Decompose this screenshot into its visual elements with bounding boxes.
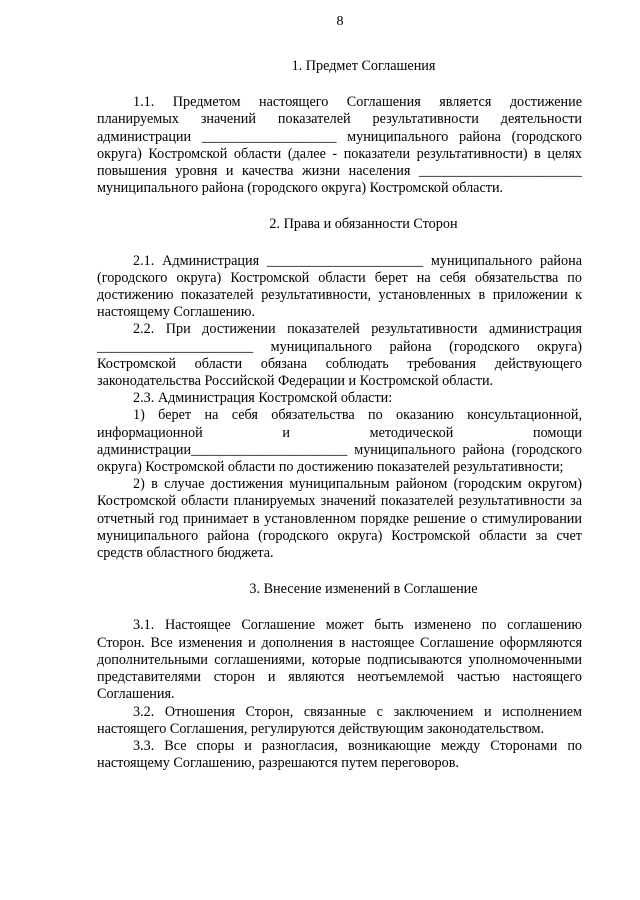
paragraph: 1) берет на себя обязательства по оказанию консультационной, информационной и методической помощи администрации______________________ муниципального района (городского округа) Костромской области по достижению показателей результативности;	[97, 407, 582, 476]
paragraph: 2.1. Администрация ______________________ муниципального района (городского округа) Костромской области берет на себя обязательства по достижению показателей результативности, установленных в приложении к настоящему Соглашению.	[97, 252, 582, 321]
section-heading: 1. Предмет Соглашения	[291, 58, 436, 74]
paragraph: 2) в случае достижения муниципальным районом (городским округом) Костромской области планируемых значений показателей результативности за отчетный год принимает в установленном порядке решение о стимулировании муниципального района (городского округа) Костромской области за счет средств областного бюджета.	[97, 476, 582, 562]
paragraph: 3.2. Отношения Сторон, связанные с заключением и исполнением настоящего Соглашения, регулируются действующим законодательством.	[97, 703, 582, 737]
paragraph: 3.1. Настоящее Соглашение может быть изменено по соглашению Сторон. Все изменения и дополнения в настоящее Соглашение оформляются дополнительными соглашениями, которые подписываются уполномоченными представителями сторон и являются неотъемлемой частью настоящего Соглашения.	[97, 617, 582, 703]
paragraph: 2.3. Администрация Костромской области:	[133, 390, 393, 407]
paragraph: 1.1. Предметом настоящего Соглашения является достижение планируемых значений показателей результативности деятельности администрации ___________________ муниципального района (городского округа) Костромской области (далее - показатели результативности) в целях повышения уровня и качества жизни населения _______________________ муниципального района (городского округа) Костромской области.	[97, 94, 582, 197]
document-body	[97, 58, 582, 772]
paragraph: 2.2. При достижении показателей результативности администрация ______________________ муниципального района (городского округа) Костромской области обязана соблюдать требования действующего законодательства Российской Федерации и Костромской области.	[97, 321, 582, 390]
section-heading: 3. Внесение изменений в Соглашение	[249, 581, 478, 598]
section-heading: 2. Права и обязанности Сторон	[269, 216, 458, 233]
page-number: 8	[336, 14, 344, 29]
paragraph: 3.3. Все споры и разногласия, возникающие между Сторонами по настоящему Соглашению, разрешаются путем переговоров.	[97, 737, 582, 772]
